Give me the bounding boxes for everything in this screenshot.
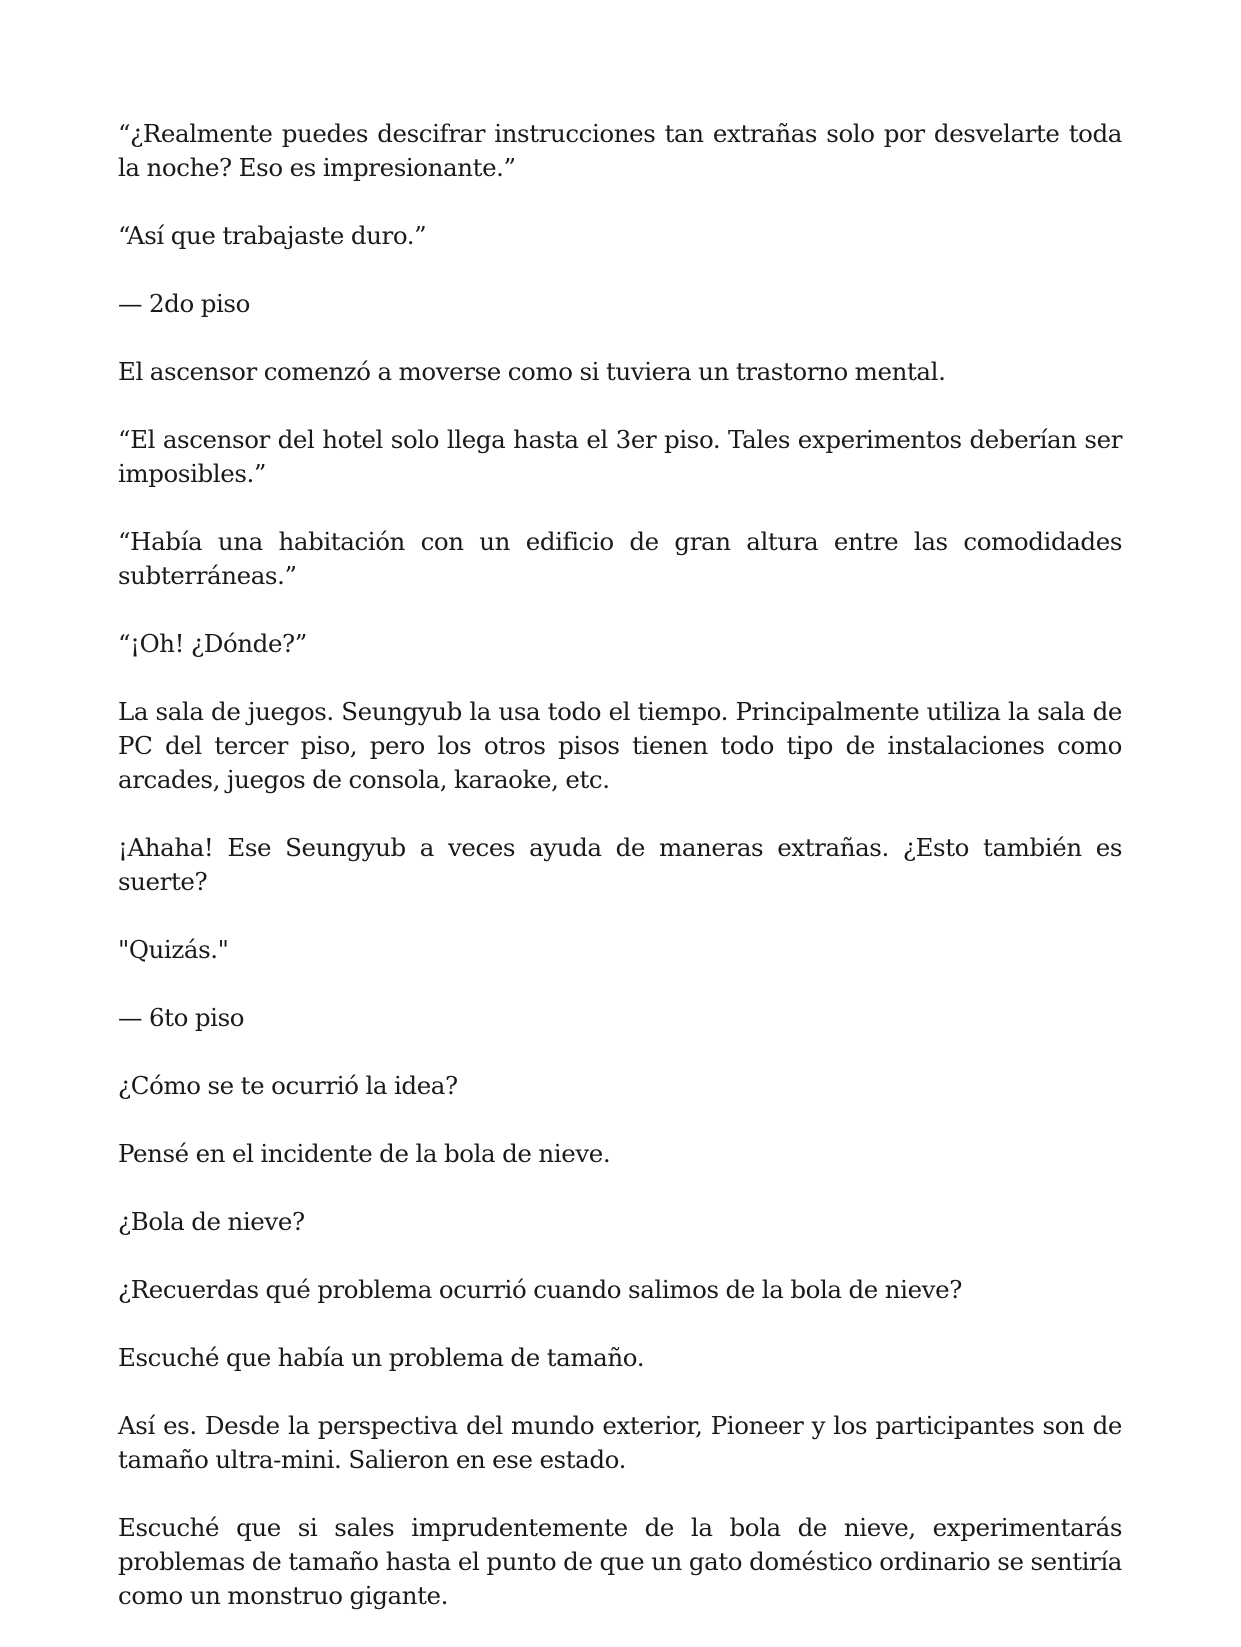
paragraph-14: ¿Bola de nieve? (118, 1207, 305, 1236)
document-body (118, 117, 1122, 1647)
paragraph-16: Escuché que había un problema de tamaño. (118, 1343, 645, 1372)
paragraph-5: “El ascensor del hotel solo llega hasta el 3er piso. Tales experimentos deberían ser imposibles.” (118, 425, 1122, 488)
paragraph-10: "Quizás." (118, 935, 229, 964)
paragraph-7: “¡Oh! ¿Dónde?” (118, 629, 307, 658)
paragraph-12: ¿Cómo se te ocurrió la idea? (118, 1071, 458, 1100)
paragraph-9: ¡Ahaha! Ese Seungyub a veces ayuda de maneras extrañas. ¿Esto también es suerte? (118, 833, 1122, 896)
paragraph-18: Escuché que si sales imprudentemente de la bola de nieve, experimentarás problemas de tamaño hasta el punto de que un gato doméstico ordinario se sentiría como un monstruo gigante. (118, 1513, 1122, 1610)
paragraph-6: “Había una habitación con un edificio de gran altura entre las comodidades subterráneas.” (118, 527, 1122, 590)
scene-break-2do-piso: — 2do piso (118, 289, 250, 318)
paragraph-1: “¿Realmente puedes descifrar instrucciones tan extrañas solo por desvelarte toda la noche? Eso es impresionante.” (118, 119, 1122, 182)
paragraph-8: La sala de juegos. Seungyub la usa todo el tiempo. Principalmente utiliza la sala de PC del tercer piso, pero los otros pisos tienen todo tipo de instalaciones como arcades, juegos de consola, karaoke, etc. (118, 697, 1122, 794)
paragraph-4: El ascensor comenzó a moverse como si tuviera un trastorno mental. (118, 357, 946, 386)
paragraph-17: Así es. Desde la perspectiva del mundo exterior, Pioneer y los participantes son de tamaño ultra-mini. Salieron en ese estado. (118, 1411, 1122, 1474)
paragraph-15: ¿Recuerdas qué problema ocurrió cuando salimos de la bola de nieve? (118, 1275, 962, 1304)
paragraph-2: “Así que trabajaste duro.” (118, 221, 427, 250)
scene-break-6to-piso: — 6to piso (118, 1003, 245, 1032)
paragraph-13: Pensé en el incidente de la bola de nieve. (118, 1139, 611, 1168)
